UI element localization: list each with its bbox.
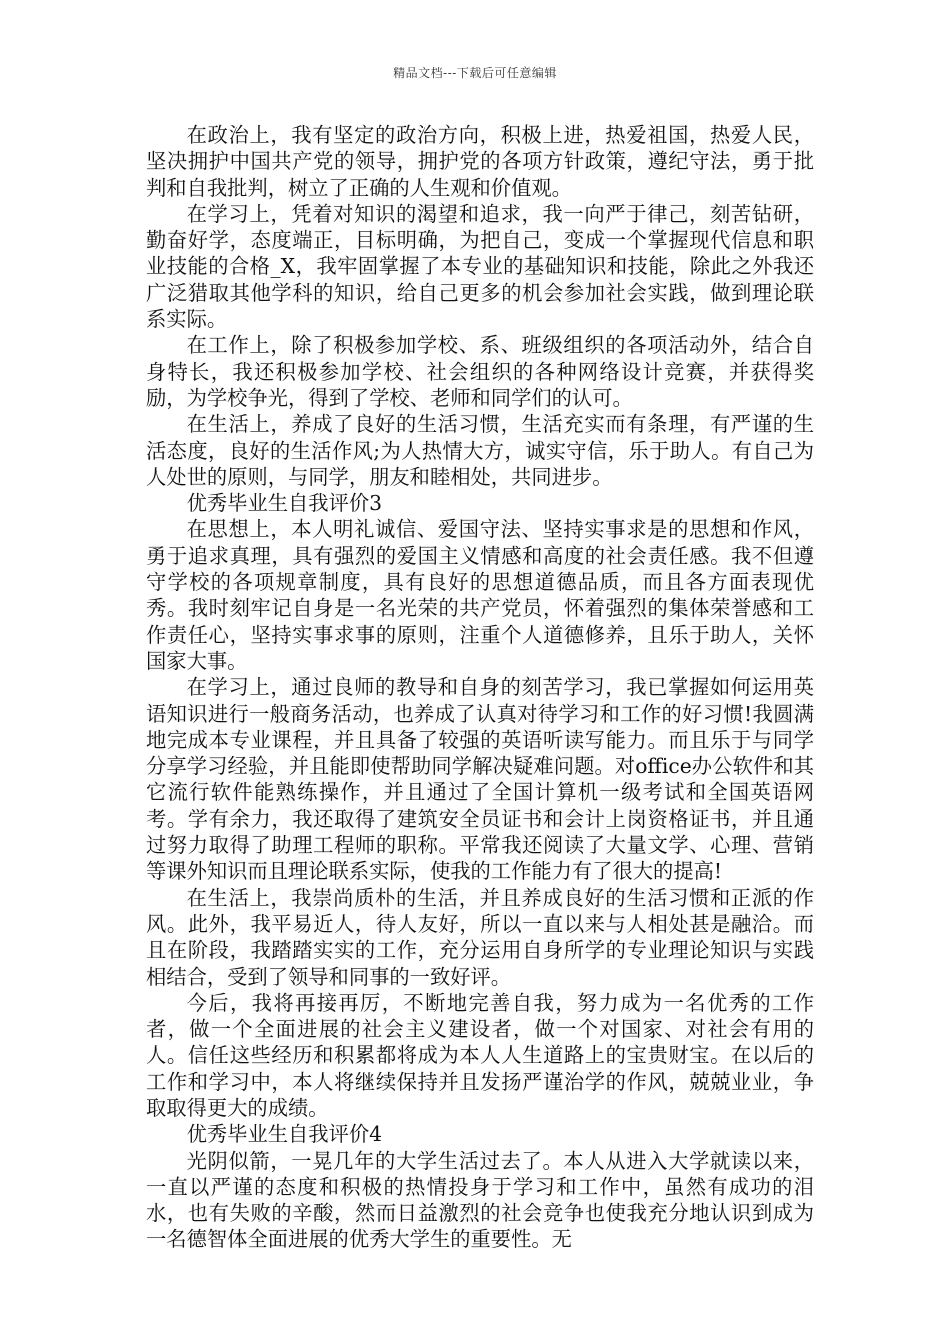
section-heading-4: 优秀毕业生自我评价4 xyxy=(186,1122,383,1147)
paragraph-future: 今后，我将再接再厉，不断地完善自我，努力成为一名优秀的工作者，做一个全面进展的社会主义建设者，做一个对国家、对社会有用的人。信任这些经历和积累都将成为本人人生道路上的宝贵财宝。在以后的工作和学习中，本人将继续保持并且发扬严谨治学的作风，兢兢业业，争取取得更大的成绩。 xyxy=(146,990,814,1120)
page-header: 精品文档---下载后可任意编辑 xyxy=(393,66,557,80)
paragraph-intro-4: 光阴似箭，一晃几年的大学生活过去了。本人从进入大学就读以来，一直以严谨的态度和积极的热情投身于学习和工作中，虽然有成功的泪水，也有失败的辛酸，然而日益激烈的社会竞争也使我充分地认识到成为一名德智体全面进展的优秀大学生的重要性。无 xyxy=(146,1148,814,1252)
document-body xyxy=(146,122,814,1253)
paragraph-thought: 在思想上，本人明礼诚信、爱国守法、坚持实事求是的思想和作风，勇于追求真理，具有强烈的爱国主义情感和高度的社会责任感。我不但遵守学校的各项规章制度，具有良好的思想道德品质，而且各方面表现优秀。我时刻牢记自身是一名光荣的共产党员，怀着强烈的集体荣誉感和工作责任心，坚持实事求事的原则，注重个人道德修养，且乐于助人，关怀国家大事。 xyxy=(146,517,814,673)
paragraph-study: 在学习上，凭着对知识的渴望和追求，我一向严于律己，刻苦钻研，勤奋好学，态度端正，目标明确，为把自己，变成一个掌握现代信息和职业技能的合格_X，我牢固掌握了本专业的基础知识和技能，除此之外我还广泛猎取其他学科的知识，给自己更多的机会参加社会实践，做到理论联系实际。 xyxy=(146,201,814,332)
paragraph-work: 在工作上，除了积极参加学校、系、班级组织的各项活动外，结合自身特长，我还积极参加学校、社会组织的各种网络设计竞赛，并获得奖励，为学校争光，得到了学校、老师和同学们的认可。 xyxy=(146,333,814,410)
section-heading-3: 优秀毕业生自我评价3 xyxy=(186,491,383,516)
paragraph-study-2: 在学习上，通过良师的教导和自身的刻苦学习，我已掌握如何运用英语知识进行一般商务活动，也养成了认真对待学习和工作的好习惯!我圆满地完成本专业课程，并且具备了较强的英语听读写能力。而且乐于与同学分享学习经验，并且能即使帮助同学解决疑难问题。对office办公软件和其它流行软件能熟练操作，并且通过了全国计算机一级考试和全国英语网考。学有余力，我还取得了建筑安全员证书和会计上岗资格证书，并且通过努力取得了助理工程师的职称。平常我还阅读了大量文学、心理、营销等课外知识而且理论联系实际，使我的工作能力有了很大的提高! xyxy=(146,675,814,884)
paragraph-life: 在生活上，养成了良好的生活习惯，生活充实而有条理，有严谨的生活态度，良好的生活作风;为人热情大方，诚实守信，乐于助人。有自己为人处世的原则，与同学，朋友和睦相处，共同进步。 xyxy=(146,412,814,489)
paragraph-politics: 在政治上，我有坚定的政治方向，积极上进，热爱祖国，热爱人民，坚决拥护中国共产党的领导，拥护党的各项方针政策，遵纪守法，勇于批判和自我批判，树立了正确的人生观和价值观。 xyxy=(146,123,814,200)
paragraph-life-2: 在生活上，我崇尚质朴的生活，并且养成良好的生活习惯和正派的作风。此外，我平易近人，待人友好，所以一直以来与人相处甚是融洽。而且在阶段，我踏踏实实的工作，充分运用自身所学的专业理论知识与实践相结合，受到了领导和同事的一致好评。 xyxy=(146,885,814,989)
